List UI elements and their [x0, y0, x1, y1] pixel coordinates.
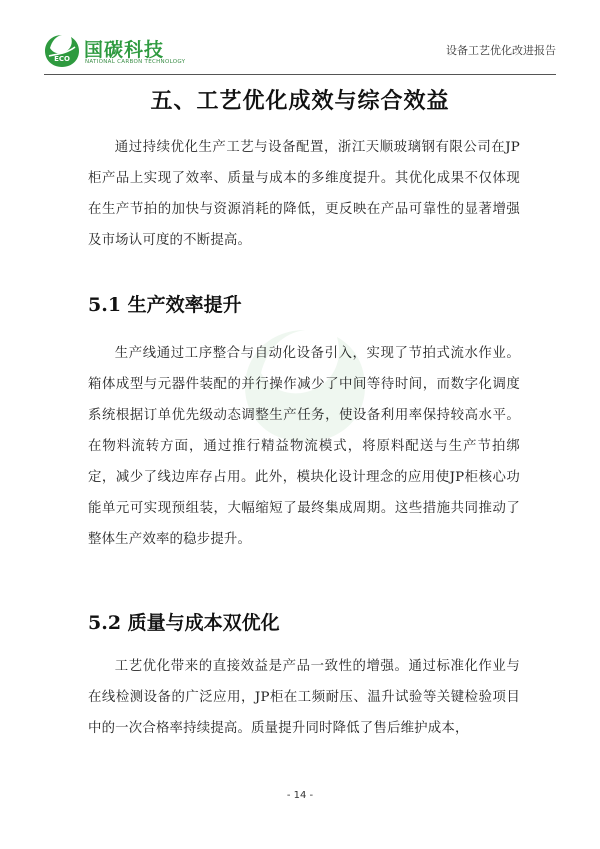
- report-title: 设备工艺优化改进报告: [446, 44, 556, 57]
- header-divider: [44, 74, 556, 75]
- intro-paragraph: 通过持续优化生产工艺与设备配置，浙江天顺玻璃钢有限公司在JP柜产品上实现了效率、质量与成本的多维度提升。其优化成果不仅体现在生产节拍的加快与资源消耗的降低，更反映在产品可靠性的显著增强及市场认可度的不断提高。: [88, 140, 520, 248]
- company-logo: [44, 34, 244, 70]
- page-number: - 14 -: [286, 790, 314, 801]
- company-name: 国碳科技: [84, 39, 165, 61]
- efficiency-paragraph: 生产线通过工序整合与自动化设备引入，实现了节拍式流水作业。箱体成型与元器件装配的并行操作减少了中间等待时间，而数字化调度系统根据订单优先级动态调整生产任务，使设备利用率保持较高水平。在物料流转方面，通过推行精益物流模式，将原料配送与生产节拍绑定，减少了线边库存占用。此外，模块化设计理念的应用使JP柜核心功能单元可实现预组装，大幅缩短了最终集成周期。这些措施共同推动了整体生产效率的稳步提升。: [88, 346, 520, 547]
- eco-leaf-icon: [44, 34, 80, 68]
- chapter-title: 五、工艺优化成效与综合效益: [150, 88, 450, 114]
- section-heading-efficiency: 5.1 生产效率提升: [88, 294, 242, 316]
- section-heading-quality-cost: 5.2 质量与成本双优化: [88, 612, 280, 634]
- company-subtitle: NATIONAL CARBON TECHNOLOGY: [85, 59, 186, 65]
- quality-cost-paragraph: 工艺优化带来的直接效益是产品一致性的增强。通过标准化作业与在线检测设备的广泛应用，JP柜在工频耐压、温升试验等关键检验项目中的一次合格率持续提高。质量提升同时降低了售后维护成本，: [88, 659, 520, 736]
- page-header: [0, 0, 600, 80]
- logo-mark-text: ECO: [54, 55, 70, 63]
